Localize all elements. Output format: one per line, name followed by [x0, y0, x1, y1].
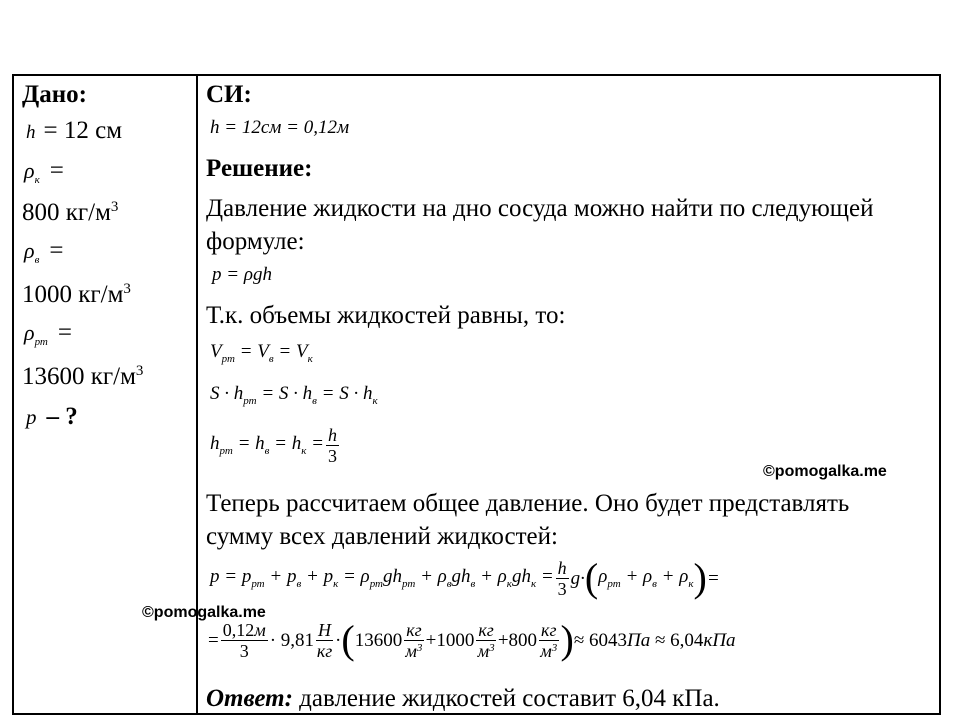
- solution-line-4: Теперь рассчитаем общее давление. Оно будет представлять: [206, 490, 850, 517]
- given-rho-v-value: 1000 $кг/м^3$: [22, 281, 131, 308]
- solution-title: Решение:: [206, 155, 313, 182]
- formula-heights: $h_{рт} = h_в = h_к$ = $\frac{h}{3}$: [210, 425, 337, 466]
- given-rho-k: $\rho_к$ =: [24, 157, 64, 186]
- solution-line-1: Давление жидкости на дно сосуда можно найти по следующей: [206, 195, 874, 222]
- formula-total-pressure: $p = p_{рт} + p_в + p_к = \rho_{рт}gh_{рт} + \rho_вgh_в + \rho_кgh_к$ = $\frac{h}{3}$ g· ( $\rho_{рт} + \rho_в + \rho_к$ ) =: [210, 555, 720, 600]
- given-rho-rt: $\rho_{рт}$ =: [24, 319, 72, 348]
- formula-pressure: p = ρgh: [212, 264, 272, 285]
- watermark: ©pomogalka.me: [763, 463, 887, 480]
- solution-line-5: сумму всех давлений жидкостей:: [206, 523, 558, 550]
- formula-calculation: = $\frac{0,12м}{3}$ · 9,81 $\frac{Н}{кг}$ · ( 13600 $\frac{кг}{м^3}$ +1000 $\frac{кг}{м^3}$ +800 $\frac{кг}{м^3}$ ) ≈ 6043Па ≈ 6,04кПа: [208, 617, 736, 662]
- formula-volumes: $V_{рт} = V_в = V_к$: [210, 341, 313, 365]
- given-rho-k-value: 800 $кг/м^3$: [22, 199, 119, 226]
- given-h: h = 12 см: [26, 117, 123, 144]
- si-formula: h = 12см = 0,12м: [210, 117, 350, 138]
- given-title: Дано:: [22, 81, 87, 108]
- solution-line-3: Т.к. объемы жидкостей равны, то:: [206, 302, 566, 329]
- given-rho-v: $\rho_в$ =: [24, 237, 64, 266]
- formula-heights-area: $S \cdot h_{рт} = S \cdot h_в = S \cdot h_к$: [210, 383, 378, 407]
- watermark: ©pomogalka.me: [142, 604, 266, 621]
- given-rho-rt-value: 13600 $кг/м^3$: [22, 363, 144, 390]
- si-title: СИ:: [206, 81, 252, 108]
- answer: Ответ: давление жидкостей составит 6,04 кПа.: [206, 685, 720, 712]
- solution-line-2: формуле:: [206, 228, 305, 255]
- given-find: p – ?: [26, 403, 78, 430]
